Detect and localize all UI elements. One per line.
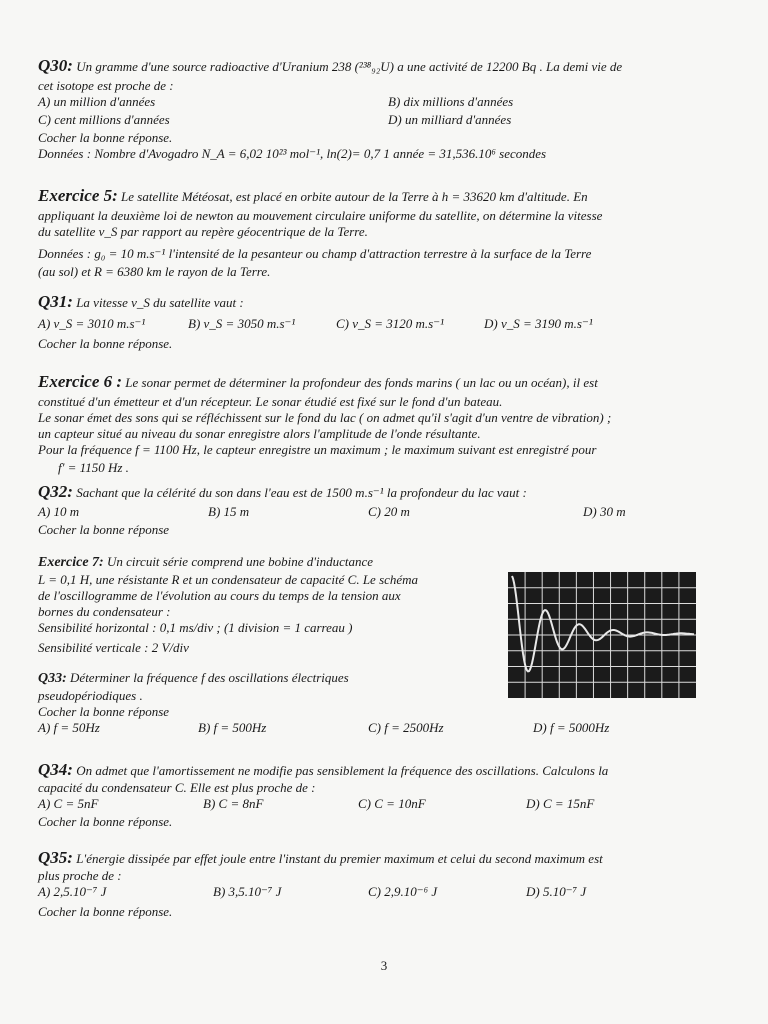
ex6-text-1: Le sonar permet de déterminer la profondeur des fonds marins ( un lac ou un océan), il est [125,375,598,390]
q32-option-c[interactable]: C) 20 m [368,504,410,519]
page-number: 3 [380,958,388,973]
q30-title: Q30: [38,56,73,75]
ex5-data-1: Données : g₀ = 10 m.s⁻¹ l'intensité de la pesanteur ou champ d'attraction terrestre à la surface de la Terre [38,246,592,261]
q32-option-d[interactable]: D) 30 m [583,504,626,519]
q33-option-c[interactable]: C) f = 2500Hz [368,720,444,735]
q31-instruction: Cocher la bonne réponse. [38,336,173,351]
q30-option-c[interactable]: C) cent millions d'années [38,112,170,127]
ex7-text-4: bornes du condensateur : [38,604,171,619]
question-32 [38,484,724,538]
ex5-text-2: appliquant la deuxième loi de newton au mouvement circulaire uniforme du satellite, on détermine la vitesse [38,208,603,223]
q30-option-d[interactable]: D) un milliard d'années [388,112,512,127]
q34-title: Q34: [38,760,73,779]
q35-option-b[interactable]: B) 3,5.10⁻⁷ J [213,884,282,899]
q31-option-a[interactable]: A) v_S = 3010 m.s⁻¹ [38,316,146,331]
ex7-sens-h: Sensibilité horizontal : 0,1 ms/div ; (1 division = 1 carreau ) [38,620,353,635]
q33-option-b[interactable]: B) f = 500Hz [198,720,267,735]
ex6-text-5: Pour la fréquence f = 1100 Hz, le capteur enregistre un maximum ; le maximum suivant est enregistré pour [38,442,597,457]
ex6-text-3: Le sonar émet des sons qui se réfléchissent sur le fond du lac ( on admet qu'il s'agit d'un ventre de vibration) ; [38,410,612,425]
q31-option-c[interactable]: C) v_S = 3120 m.s⁻¹ [336,316,444,331]
question-33 [38,670,724,738]
question-34 [38,762,724,830]
q33-title: Q33: [38,671,67,686]
q35-text-1: L'énergie dissipée par effet joule entre l'instant du premier maximum et celui du second maximum est [76,851,603,866]
q33-text-1: Déterminer la fréquence f des oscillations électriques [70,670,349,685]
ex5-title: Exercice 5: [38,186,118,205]
q30-data: Données : Nombre d'Avogadro N_A = 6,02 10²³ mol⁻¹, ln(2)= 0,7 1 année = 31,536.10⁶ secondes [38,146,547,161]
q34-option-b[interactable]: B) C = 8nF [203,796,264,811]
exercise-5 [38,188,724,280]
ex6-title: Exercice 6 : [38,372,123,391]
q34-option-a[interactable]: A) C = 5nF [38,796,99,811]
q31-text: La vitesse v_S du satellite vaut : [76,295,244,310]
ex6-text-6: f' = 1150 Hz . [58,460,129,475]
q35-option-d[interactable]: D) 5.10⁻⁷ J [526,884,587,899]
ex5-text-1: Le satellite Météosat, est placé en orbite autour de la Terre à h = 33620 km d'altitude. En [121,189,588,204]
q32-option-b[interactable]: B) 15 m [208,504,250,519]
ex7-title: Exercice 7: [38,555,104,570]
question-31 [38,294,724,352]
q33-text-2: pseudopériodiques . [38,688,143,703]
ex6-text-4: un capteur situé au niveau du sonar enregistre alors l'amplitude de l'onde résultante. [38,426,481,441]
q34-text-2: capacité du condensateur C. Elle est plus proche de : [38,780,316,795]
q32-instruction: Cocher la bonne réponse [38,522,170,537]
q32-text: Sachant que la célérité du son dans l'eau est de 1500 m.s⁻¹ la profondeur du lac vaut : [76,485,527,500]
exercise-6 [38,374,724,476]
ex7-text-2: L = 0,1 H, une résistante R et un condensateur de capacité C. Le schéma [38,572,419,587]
ex5-data-2: (au sol) et R = 6380 km le rayon de la Terre. [38,264,271,279]
oscilloscope-trace-icon [512,576,694,671]
q30-option-b[interactable]: B) dix millions d'années [388,94,514,109]
q31-option-b[interactable]: B) v_S = 3050 m.s⁻¹ [188,316,296,331]
q30-text-1: Un gramme d'une source radioactive d'Uranium 238 (²³⁸₉₂U) a une activité de 12200 Bq . La demi vie de [76,59,623,74]
ex7-text-3: de l'oscillogramme de l'évolution au cours du temps de la tension aux [38,588,401,603]
q30-instruction: Cocher la bonne réponse. [38,130,173,145]
q33-option-a[interactable]: A) f = 50Hz [38,720,100,735]
ex7-text-1: Un circuit série comprend une bobine d'inductance [106,554,374,569]
question-30 [38,58,724,164]
ex6-text-2: constitué d'un émetteur et d'un récepteur. Le sonar étudié est fixé sur le fond d'un bateau. [38,394,503,409]
ex7-sens-v: Sensibilité verticale : 2 V/div [38,640,189,655]
q33-option-d[interactable]: D) f = 5000Hz [533,720,610,735]
q34-instruction: Cocher la bonne réponse. [38,814,173,829]
q34-option-d[interactable]: D) C = 15nF [526,796,595,811]
q35-instruction: Cocher la bonne réponse. [38,904,173,919]
q32-title: Q32: [38,482,73,501]
q35-option-c[interactable]: C) 2,9.10⁻⁶ J [368,884,438,899]
q35-option-a[interactable]: A) 2,5.10⁻⁷ J [38,884,107,899]
q35-text-2: plus proche de : [38,868,122,883]
question-35 [38,850,724,920]
q31-title: Q31: [38,292,73,311]
q30-text-2: cet isotope est proche de : [38,78,174,93]
ex5-text-3: du satellite v_S par rapport au repère géocentrique de la Terre. [38,224,368,239]
q34-option-c[interactable]: C) C = 10nF [358,796,426,811]
q30-option-a[interactable]: A) un million d'années [38,94,156,109]
q33-instruction: Cocher la bonne réponse [38,704,170,719]
q34-text-1: On admet que l'amortissement ne modifie pas sensiblement la fréquence des oscillations. Calculons la [76,763,609,778]
exercise-7 [38,554,498,656]
q32-option-a[interactable]: A) 10 m [38,504,80,519]
q35-title: Q35: [38,848,73,867]
q31-option-d[interactable]: D) v_S = 3190 m.s⁻¹ [484,316,593,331]
